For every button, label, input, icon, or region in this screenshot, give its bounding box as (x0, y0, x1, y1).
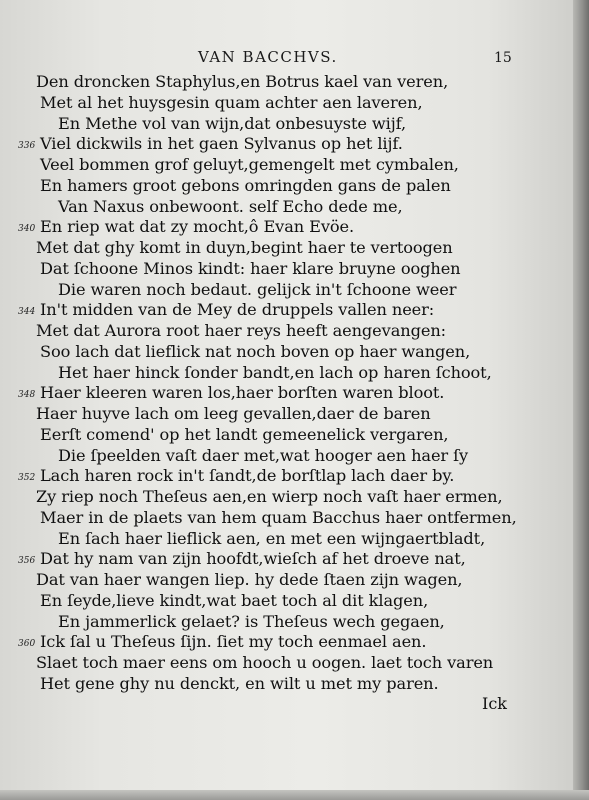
verse-line: Dat ſchoone Minos kindt: haer klare bruyne ooghen (40, 258, 461, 278)
verse-line: Die waren noch bedaut. gelijck in't ſchoone weer (58, 279, 457, 299)
verse-line: Slaet toch maer eens om hooch u oogen. laet toch varen (36, 653, 494, 672)
verse-line: En ſach haer lieflick aen, en met een wijngaertbladt, (58, 528, 486, 548)
verse-line: Eerſt comend' op het landt gemeenelick vergaren, (40, 424, 449, 444)
verse-line: Het haer hinck ſonder bandt,en lach op haren ſchoot, (58, 362, 492, 382)
verse-line: En hamers groot gebons omringden gans de palen (40, 175, 451, 195)
verse-line: Met al het huysgesin quam achter aen laveren, (40, 92, 423, 112)
verse-line-number: 344 (18, 307, 36, 318)
verse-line-number: 356 (18, 556, 36, 567)
verse-line: Van Naxus onbewoont. self Echo dede me, (58, 196, 403, 216)
verse-line: Den droncken Staphylus,en Botrus kael van veren, (36, 72, 449, 91)
verse-line: Dat van haer wangen liep. hy dede ſtaen zijn wagen, (36, 570, 463, 589)
verse-line-number: 348 (18, 390, 36, 401)
verse-line: Viel dickwils in het gaen Sylvanus op het lijf. (40, 134, 403, 154)
verse-line-number: 336 (18, 141, 36, 152)
verse-line: En riep wat dat zy mocht,ô Evan Evöe. (40, 217, 355, 237)
verse-line: Die ſpeelden vaſt daer met,wat hooger aen haer ſy (58, 445, 469, 465)
verse-line: Dat hy nam van zijn hoofdt,wieſch af het droeve nat, (40, 549, 466, 569)
verse-line: Met dat Aurora root haer reys heeft aengevangen: (36, 321, 447, 340)
verse-line: En jammerlick gelaet? is Theſeus wech gegaen, (58, 611, 445, 631)
verse-line-number: 340 (18, 224, 36, 235)
verse-line: Maer in de plaets van hem quam Bacchus haer ontfermen, (40, 507, 517, 527)
verse-line: Veel bommen grof geluyt,gemengelt met cymbalen, (40, 155, 459, 174)
verse-line: En Methe vol van wijn,dat onbesuyste wijf, (58, 113, 407, 133)
verse-line-number: 360 (18, 639, 36, 650)
verse-line-number: 352 (18, 473, 36, 484)
verse-line: Haer huyve lach om leeg gevallen,daer de baren (36, 404, 431, 423)
verse-line: En ſeyde,lieve kindt,wat baet toch al dit klagen, (40, 590, 429, 610)
verse-line: In't midden van de Mey de druppels vallen neer: (40, 300, 435, 320)
verse-line: Ick ſal u Theſeus ſijn. ſiet my toch eenmael aen. (40, 632, 427, 652)
verse-line: Haer kleeren waren los,haer borſten waren bloot. (40, 383, 445, 403)
book-spine-shadow (573, 0, 589, 800)
catchword: Ick (482, 694, 507, 713)
page-bottom-edge (0, 790, 589, 800)
verse-line: Lach haren rock in't ſandt,de borſtlap lach daer by. (40, 466, 455, 486)
running-header: VAN BACCHVS. (198, 48, 338, 66)
verse-line: Zy riep noch Theſeus aen,en wierp noch vaſt haer ermen, (36, 487, 503, 506)
verse-line: Met dat ghy komt in duyn,begint haer te vertoogen (36, 238, 453, 257)
verse-line: Het gene ghy nu denckt, en wilt u met my paren. (40, 673, 439, 693)
verse-line: Soo lach dat lieflick nat noch boven op haer wangen, (40, 341, 471, 361)
page-number: 15 (494, 50, 512, 66)
